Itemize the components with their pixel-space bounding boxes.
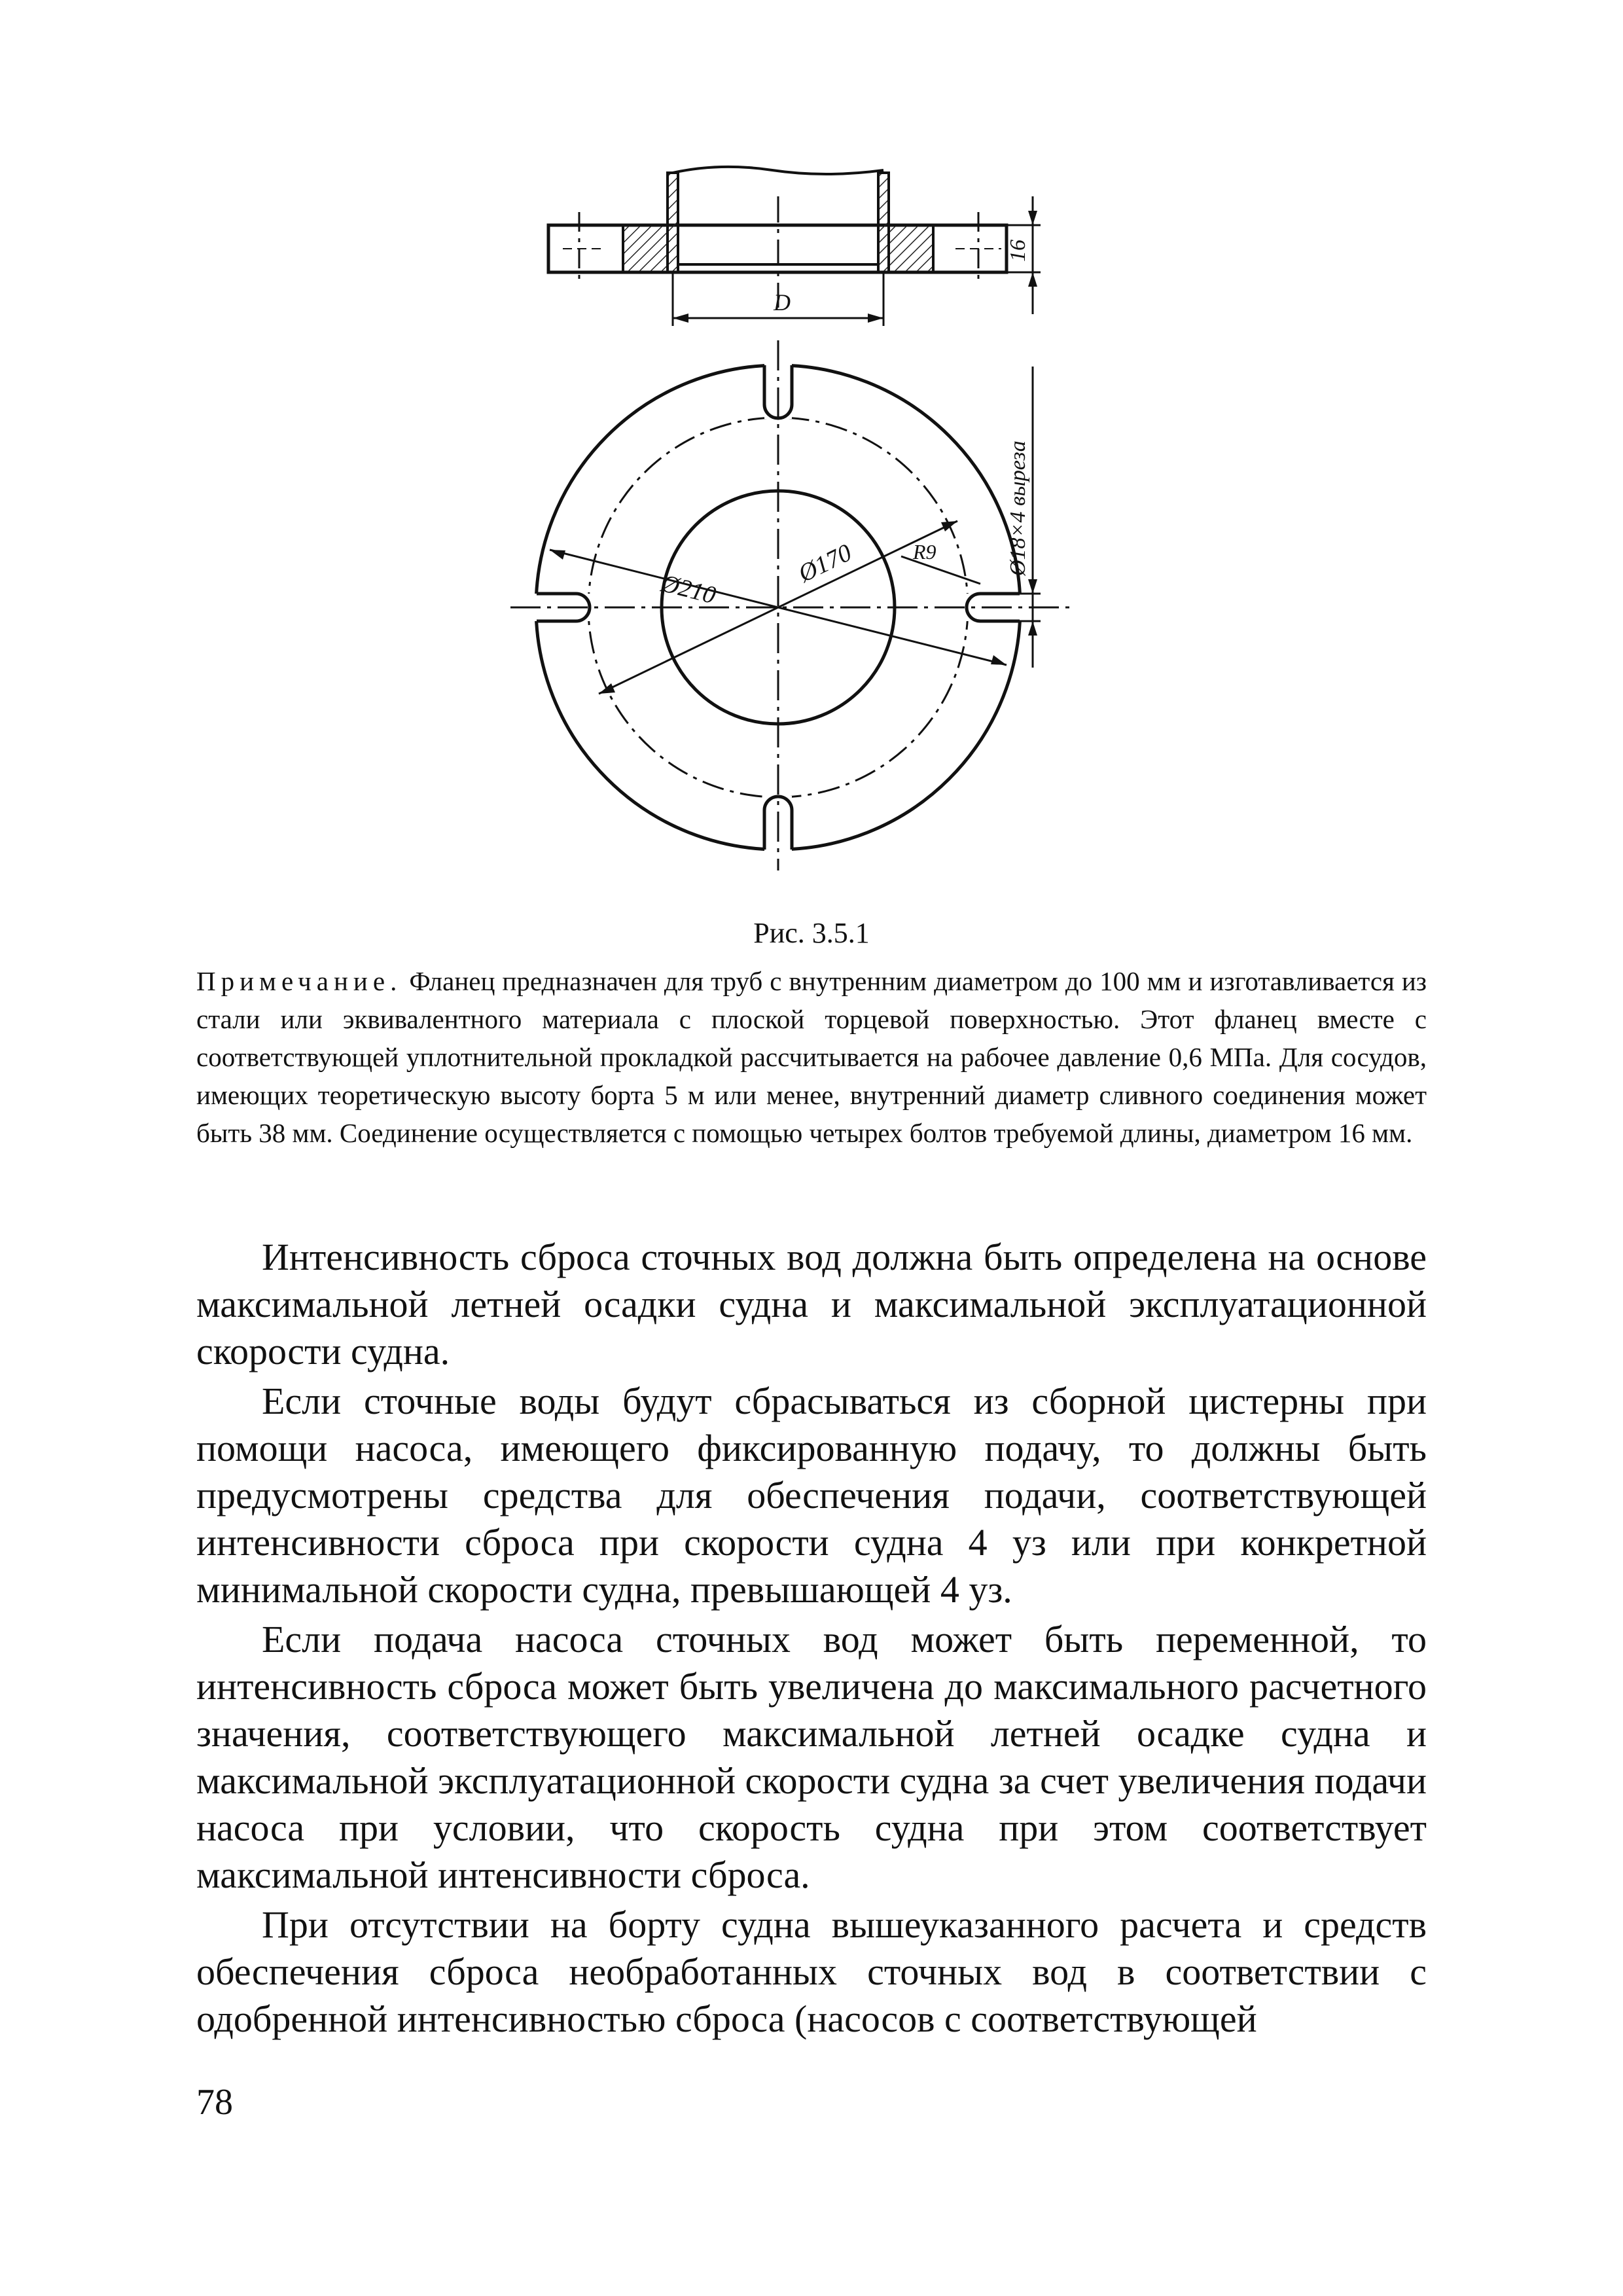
flange-drawing-svg [497,157,1113,897]
hatch-right [889,225,933,272]
paragraph: Интенсивность сброса сточных вод должна быть определена на основе максимальной летней осадки судна и максимальной эксплуатационной скорости судна. [196,1236,1427,1372]
dim-slots-label: Ø18×4 выреза [1006,440,1030,576]
hatch-left [623,225,668,272]
dim-210-label: Ø210 [658,569,719,610]
paragraph: Если подача насоса сточных вод может быть переменной, то интенсивность сброса может быть увеличена до максимального расчетного значения, соответствующего максимальной летней осадке судна и максимальной эксплуатационной скорости судна за счет увеличения подачи насоса при условии, что скорость судна при этом соответствует максимальной интенсивности сброса. [196,1618,1427,1896]
body-text [196,1234,1427,2045]
pipe-wall-left [668,173,678,272]
figure-note [196,962,1427,1152]
dim-R9-label: R9 [913,540,936,564]
pipe-break-line [673,167,883,174]
note-text: Фланец предназначен для труб с внутренним диаметром до 100 мм и изготавливается из стали или эквивалентного материала с плоской торцевой поверхностью. Этот фланец вместе с соответствующей уплотнительной прокладкой рассчитывается на рабочее давление 0,6 МПа. Для сосудов, имеющих теоретическую высоту борта 5 м или менее, внутренний диаметр сливного соединения может быть 38 мм. Соединение осуществляется с помощью четырех болтов требуемой длины, диаметром 16 мм. [196,966,1427,1148]
plan-view [510,340,1073,870]
section-view [548,167,1041,326]
paragraph: Если сточные воды будут сбрасываться из сборной цистерны при помощи насоса, имеющего фиксированную подачу, то должны быть предусмотрены средства для обеспечения подачи, соответствующей интенсивности сброса при скорости судна 4 уз или при конкретной минимальной скорости судна, превышающей 4 уз. [196,1380,1427,1611]
dim-170-label: Ø170 [794,539,856,588]
dim-16-label: 16 [1006,240,1030,262]
page-number: 78 [196,2082,233,2123]
paragraph: При отсутствии на борту судна вышеуказанного расчета и средств обеспечения сброса необработанных сточных вод в соответствии с одобренной интенсивностью сброса (насосов с соответствующей [196,1903,1427,2040]
dim-D-label: D [774,289,791,315]
figure-caption: Рис. 3.5.1 [753,917,870,949]
flange-drawing [497,157,1113,897]
pipe-wall-right [878,173,889,272]
note-lead: Примечание. [196,966,402,996]
